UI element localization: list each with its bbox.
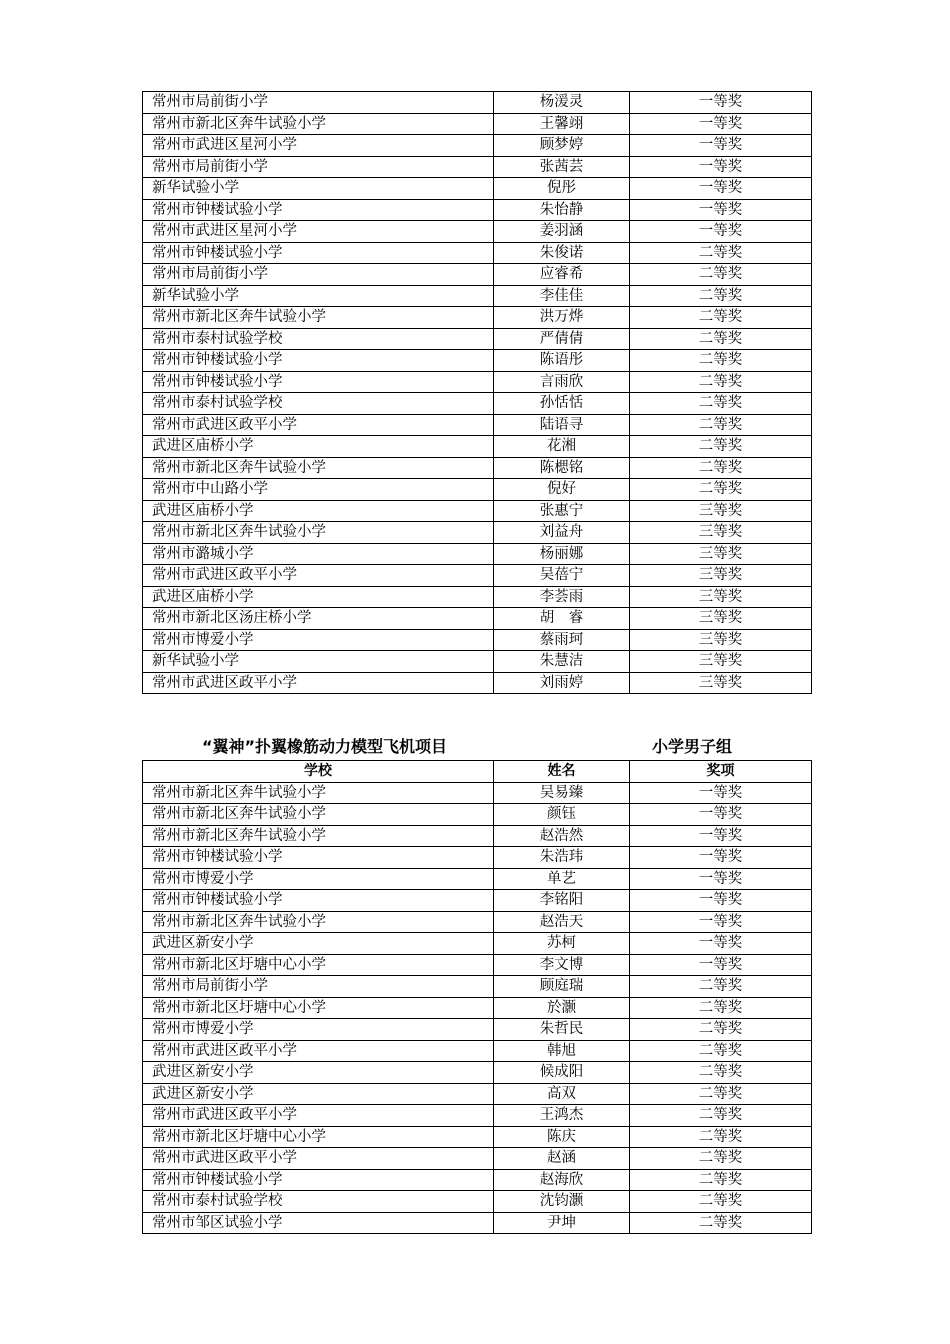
name-cell: 倪好	[494, 479, 630, 501]
name-cell: 严倩倩	[494, 328, 630, 350]
school-cell: 常州市局前街小学	[143, 976, 494, 998]
name-cell: 陆语寻	[494, 414, 630, 436]
name-cell: 尹坤	[494, 1212, 630, 1234]
award-cell: 三等奖	[630, 651, 812, 673]
school-cell: 常州市新北区圩塘中心小学	[143, 1126, 494, 1148]
name-cell: 陈语彤	[494, 350, 630, 372]
header-name: 姓名	[494, 761, 630, 783]
award-cell: 一等奖	[630, 156, 812, 178]
school-cell: 常州市新北区奔牛试验小学	[143, 782, 494, 804]
award-cell: 一等奖	[630, 92, 812, 114]
header-row	[143, 761, 812, 783]
award-cell: 二等奖	[630, 1212, 812, 1234]
results-table-2	[142, 760, 812, 1234]
table-row	[143, 393, 812, 415]
table-row	[143, 608, 812, 630]
name-cell: 陈楒铭	[494, 457, 630, 479]
table-row	[143, 113, 812, 135]
award-cell: 二等奖	[630, 371, 812, 393]
group-title: 小学男子组	[652, 737, 733, 756]
award-cell: 三等奖	[630, 608, 812, 630]
name-cell: 顾梦婷	[494, 135, 630, 157]
award-cell: 三等奖	[630, 586, 812, 608]
award-cell: 二等奖	[630, 1105, 812, 1127]
school-cell: 常州市钟楼试验小学	[143, 890, 494, 912]
name-cell: 吴蓓宁	[494, 565, 630, 587]
name-cell: 韩旭	[494, 1040, 630, 1062]
name-cell: 赵涵	[494, 1148, 630, 1170]
award-cell: 一等奖	[630, 933, 812, 955]
school-cell: 新华试验小学	[143, 178, 494, 200]
award-cell: 二等奖	[630, 264, 812, 286]
table-row	[143, 997, 812, 1019]
table-row	[143, 135, 812, 157]
table-row	[143, 976, 812, 998]
name-cell: 朱慧洁	[494, 651, 630, 673]
award-cell: 二等奖	[630, 328, 812, 350]
table-row	[143, 1169, 812, 1191]
table-row	[143, 782, 812, 804]
name-cell: 苏柯	[494, 933, 630, 955]
school-cell: 武进区庙桥小学	[143, 500, 494, 522]
table-row	[143, 479, 812, 501]
award-cell: 三等奖	[630, 565, 812, 587]
award-cell: 二等奖	[630, 997, 812, 1019]
table-row	[143, 847, 812, 869]
table-row	[143, 911, 812, 933]
table-row	[143, 565, 812, 587]
name-cell: 沈钧灏	[494, 1191, 630, 1213]
award-cell: 三等奖	[630, 672, 812, 694]
award-cell: 二等奖	[630, 307, 812, 329]
award-cell: 一等奖	[630, 868, 812, 890]
table-row	[143, 543, 812, 565]
award-cell: 二等奖	[630, 285, 812, 307]
award-cell: 一等奖	[630, 890, 812, 912]
table-row	[143, 307, 812, 329]
school-cell: 常州市邹区试验小学	[143, 1212, 494, 1234]
school-cell: 常州市武进区政平小学	[143, 1040, 494, 1062]
award-cell: 二等奖	[630, 1083, 812, 1105]
name-cell: 洪万烨	[494, 307, 630, 329]
name-cell: 李铭阳	[494, 890, 630, 912]
school-cell: 常州市钟楼试验小学	[143, 350, 494, 372]
award-cell: 二等奖	[630, 436, 812, 458]
award-cell: 一等奖	[630, 135, 812, 157]
name-cell: 单艺	[494, 868, 630, 890]
table-row	[143, 1191, 812, 1213]
school-cell: 常州市武进区政平小学	[143, 565, 494, 587]
school-cell: 常州市新北区奔牛试验小学	[143, 911, 494, 933]
award-cell: 二等奖	[630, 1040, 812, 1062]
name-cell: 蔡雨珂	[494, 629, 630, 651]
school-cell: 常州市泰村试验学校	[143, 328, 494, 350]
award-cell: 二等奖	[630, 1191, 812, 1213]
table-row	[143, 1212, 812, 1234]
table-row	[143, 629, 812, 651]
name-cell: 赵浩然	[494, 825, 630, 847]
award-cell: 一等奖	[630, 804, 812, 826]
table-row	[143, 371, 812, 393]
name-cell: 赵浩天	[494, 911, 630, 933]
school-cell: 常州市泰村试验学校	[143, 393, 494, 415]
name-cell: 朱怡静	[494, 199, 630, 221]
name-cell: 李佳佳	[494, 285, 630, 307]
school-cell: 武进区新安小学	[143, 1083, 494, 1105]
name-cell: 朱俊诺	[494, 242, 630, 264]
award-cell: 三等奖	[630, 543, 812, 565]
table-row	[143, 242, 812, 264]
name-cell: 花湘	[494, 436, 630, 458]
name-cell: 李荟雨	[494, 586, 630, 608]
award-cell: 二等奖	[630, 242, 812, 264]
table-row	[143, 264, 812, 286]
name-cell: 颜钰	[494, 804, 630, 826]
name-cell: 朱哲民	[494, 1019, 630, 1041]
name-cell: 应睿希	[494, 264, 630, 286]
name-cell: 胡 睿	[494, 608, 630, 630]
award-cell: 一等奖	[630, 911, 812, 933]
school-cell: 常州市钟楼试验小学	[143, 847, 494, 869]
table-row	[143, 199, 812, 221]
school-cell: 常州市新北区奔牛试验小学	[143, 113, 494, 135]
school-cell: 常州市新北区奔牛试验小学	[143, 804, 494, 826]
name-cell: 张茜芸	[494, 156, 630, 178]
name-cell: 陈庆	[494, 1126, 630, 1148]
table-row	[143, 285, 812, 307]
school-cell: 常州市武进区星河小学	[143, 135, 494, 157]
name-cell: 吴易臻	[494, 782, 630, 804]
table-row	[143, 522, 812, 544]
school-cell: 常州市新北区圩塘中心小学	[143, 997, 494, 1019]
header-award: 奖项	[630, 761, 812, 783]
table-row	[143, 1019, 812, 1041]
table-row	[143, 890, 812, 912]
name-cell: 倪彤	[494, 178, 630, 200]
award-cell: 一等奖	[630, 847, 812, 869]
table-row	[143, 954, 812, 976]
name-cell: 刘益舟	[494, 522, 630, 544]
school-cell: 武进区庙桥小学	[143, 436, 494, 458]
award-cell: 一等奖	[630, 113, 812, 135]
award-cell: 一等奖	[630, 199, 812, 221]
table-2-header	[143, 761, 812, 783]
award-cell: 一等奖	[630, 825, 812, 847]
award-cell: 二等奖	[630, 976, 812, 998]
award-cell: 二等奖	[630, 1169, 812, 1191]
award-cell: 一等奖	[630, 221, 812, 243]
table-row	[143, 586, 812, 608]
award-cell: 一等奖	[630, 782, 812, 804]
name-cell: 赵海欣	[494, 1169, 630, 1191]
award-cell: 三等奖	[630, 522, 812, 544]
table-row	[143, 1083, 812, 1105]
table-row	[143, 933, 812, 955]
name-cell: 王馨翊	[494, 113, 630, 135]
table-row	[143, 500, 812, 522]
table-row	[143, 1126, 812, 1148]
school-cell: 常州市新北区圩塘中心小学	[143, 954, 494, 976]
results-table-1	[142, 91, 812, 694]
award-cell: 二等奖	[630, 457, 812, 479]
award-cell: 三等奖	[630, 500, 812, 522]
award-cell: 二等奖	[630, 393, 812, 415]
school-cell: 常州市钟楼试验小学	[143, 199, 494, 221]
award-cell: 一等奖	[630, 954, 812, 976]
name-cell: 王鸿杰	[494, 1105, 630, 1127]
name-cell: 於灏	[494, 997, 630, 1019]
table-row	[143, 1040, 812, 1062]
school-cell: 常州市博爱小学	[143, 868, 494, 890]
school-cell: 武进区庙桥小学	[143, 586, 494, 608]
name-cell: 朱浩玮	[494, 847, 630, 869]
school-cell: 常州市新北区汤庄桥小学	[143, 608, 494, 630]
school-cell: 常州市博爱小学	[143, 1019, 494, 1041]
school-cell: 常州市局前街小学	[143, 264, 494, 286]
name-cell: 刘雨婷	[494, 672, 630, 694]
table-row	[143, 825, 812, 847]
school-cell: 常州市钟楼试验小学	[143, 371, 494, 393]
award-cell: 一等奖	[630, 178, 812, 200]
school-cell: 常州市武进区政平小学	[143, 1105, 494, 1127]
award-cell: 二等奖	[630, 1062, 812, 1084]
table-row	[143, 414, 812, 436]
table-2-body	[143, 782, 812, 1234]
table-row	[143, 804, 812, 826]
school-cell: 武进区新安小学	[143, 1062, 494, 1084]
name-cell: 孙恬恬	[494, 393, 630, 415]
award-cell: 二等奖	[630, 1148, 812, 1170]
school-cell: 常州市武进区政平小学	[143, 672, 494, 694]
school-cell: 常州市武进区政平小学	[143, 414, 494, 436]
school-cell: 新华试验小学	[143, 285, 494, 307]
name-cell: 姜羽涵	[494, 221, 630, 243]
table-row	[143, 868, 812, 890]
table-row	[143, 350, 812, 372]
header-school: 学校	[143, 761, 494, 783]
name-cell: 杨湲灵	[494, 92, 630, 114]
name-cell: 言雨欣	[494, 371, 630, 393]
table-row	[143, 1062, 812, 1084]
table-row	[143, 436, 812, 458]
school-cell: 常州市泰村试验学校	[143, 1191, 494, 1213]
table-1-body	[143, 92, 812, 694]
table-row	[143, 178, 812, 200]
school-cell: 常州市局前街小学	[143, 156, 494, 178]
school-cell: 武进区新安小学	[143, 933, 494, 955]
award-cell: 二等奖	[630, 350, 812, 372]
name-cell: 杨丽娜	[494, 543, 630, 565]
table-row	[143, 328, 812, 350]
table-row	[143, 1148, 812, 1170]
project-title: “翼神”扑翼橡筋动力模型飞机项目	[202, 737, 448, 756]
table-row	[143, 672, 812, 694]
school-cell: 常州市新北区奔牛试验小学	[143, 522, 494, 544]
table-row	[143, 457, 812, 479]
name-cell: 李文博	[494, 954, 630, 976]
award-cell: 二等奖	[630, 414, 812, 436]
school-cell: 常州市新北区奔牛试验小学	[143, 457, 494, 479]
school-cell: 常州市中山路小学	[143, 479, 494, 501]
school-cell: 常州市武进区星河小学	[143, 221, 494, 243]
table-row	[143, 221, 812, 243]
school-cell: 常州市新北区奔牛试验小学	[143, 307, 494, 329]
name-cell: 高双	[494, 1083, 630, 1105]
school-cell: 常州市新北区奔牛试验小学	[143, 825, 494, 847]
award-cell: 二等奖	[630, 479, 812, 501]
school-cell: 常州市钟楼试验小学	[143, 1169, 494, 1191]
school-cell: 常州市局前街小学	[143, 92, 494, 114]
school-cell: 常州市钟楼试验小学	[143, 242, 494, 264]
table-row	[143, 651, 812, 673]
name-cell: 顾庭瑞	[494, 976, 630, 998]
award-cell: 三等奖	[630, 629, 812, 651]
school-cell: 新华试验小学	[143, 651, 494, 673]
school-cell: 常州市潞城小学	[143, 543, 494, 565]
table-row	[143, 1105, 812, 1127]
award-cell: 二等奖	[630, 1019, 812, 1041]
school-cell: 常州市武进区政平小学	[143, 1148, 494, 1170]
name-cell: 候成阳	[494, 1062, 630, 1084]
school-cell: 常州市博爱小学	[143, 629, 494, 651]
table-row	[143, 156, 812, 178]
table-row	[143, 92, 812, 114]
award-cell: 二等奖	[630, 1126, 812, 1148]
name-cell: 张惠宁	[494, 500, 630, 522]
